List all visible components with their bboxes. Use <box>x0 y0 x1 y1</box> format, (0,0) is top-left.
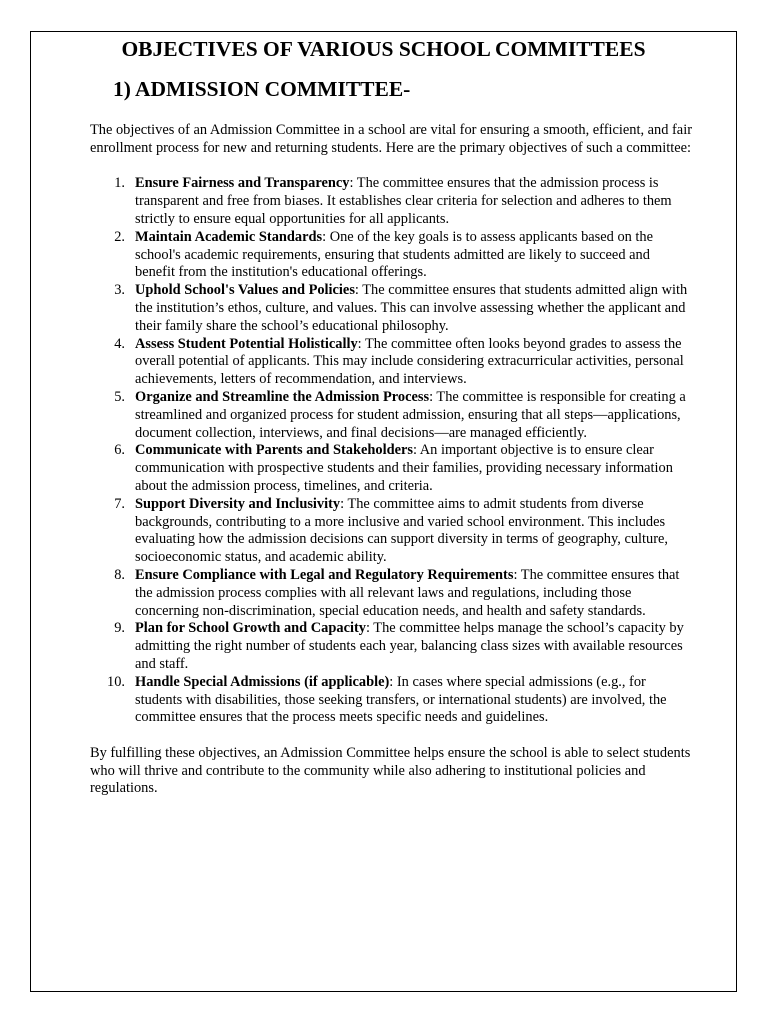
objective-item <box>90 496 692 567</box>
objective-item <box>90 567 692 620</box>
list-marker: 1. <box>114 175 125 192</box>
objective-text: : One of the key goals is to assess applicants based on the school's academic requirements, ensuring that students admitted are likely to succeed and benefit from the institution's educational offerings. <box>135 228 654 281</box>
objective-item <box>90 620 692 673</box>
objective-title: Ensure Compliance with Legal and Regulatory Requirements <box>135 566 514 583</box>
list-marker: 4. <box>114 335 125 352</box>
objective-text: : The committee ensures that students admitted align with the institution’s ethos, culture, and values. This can involve assessing whether the applicant and their family share the school’s educational philosophy. <box>135 282 688 334</box>
objective-title: Organize and Streamline the Admission Process <box>135 388 430 405</box>
objective-text: : The committee aims to admit students from diverse backgrounds, contributing to a more inclusive and varied school environment. This includes evaluating how the admission decisions can support diversity in terms of geography, culture, socioeconomic status, and academic ability. <box>135 495 669 566</box>
objectives-list <box>90 175 692 727</box>
document-body <box>90 122 692 798</box>
objective-text: : The committee ensures that the admission process complies with all relevant laws and regulations, including those concerning non-discrimination, special education needs, and health and safety standards. <box>135 566 680 619</box>
objective-item <box>90 389 692 442</box>
section-number: 1) <box>113 77 131 101</box>
objective-item <box>90 282 692 335</box>
objective-item <box>90 175 692 228</box>
objective-item <box>90 229 692 282</box>
list-marker: 7. <box>114 495 125 512</box>
list-marker: 10. <box>107 673 125 690</box>
list-marker: 6. <box>114 442 125 459</box>
closing-paragraph: By fulfilling these objectives, an Admission Committee helps ensure the school is able to select students who will thrive and contribute to the community while also adhering to institutional policies and regulations. <box>90 744 691 797</box>
objective-title: Handle Special Admissions (if applicable) <box>135 673 390 690</box>
list-marker: 8. <box>114 566 125 583</box>
objective-text: : In cases where special admissions (e.g., for students with disabilities, those seeking transfers, or international students) are involved, the committee ensures that the process meets specific needs and guidelines. <box>135 673 667 726</box>
objective-title: Ensure Fairness and Transparency <box>135 175 350 192</box>
objective-title: Support Diversity and Inclusivity <box>135 495 341 512</box>
list-marker: 9. <box>114 620 125 637</box>
objective-title: Plan for School Growth and Capacity <box>135 620 366 637</box>
objective-item <box>90 336 692 389</box>
objective-title: Communicate with Parents and Stakeholders <box>135 442 413 459</box>
objective-text: : The committee ensures that the admission process is transparent and free from biases. It establishes clear criteria for selection and adheres to them strictly to ensure equal opportunities for all applicants. <box>135 175 672 227</box>
objective-title: Maintain Academic Standards <box>135 228 323 245</box>
list-marker: 3. <box>114 282 125 299</box>
list-marker: 5. <box>114 388 125 405</box>
intro-paragraph: The objectives of an Admission Committee in a school are vital for ensuring a smooth, efficient, and fair enrollment process for new and returning students. Here are the primary objectives of such a committee: <box>90 122 692 156</box>
objective-text: : The committee is responsible for creating a streamlined and organized process for student admission, ensuring that all steps—applications, document collection, interviews, and final decisions—are managed efficiently. <box>135 388 686 441</box>
objective-text: : The committee often looks beyond grades to assess the overall potential of applicants. This may include considering extracurricular activities, personal achievements, letters of recommendation, and interviews. <box>135 335 684 388</box>
objective-title: Uphold School's Values and Policies <box>135 282 355 299</box>
objective-title: Assess Student Potential Holistically <box>135 335 358 352</box>
section-heading <box>113 76 410 102</box>
objective-item <box>90 442 692 495</box>
objective-item <box>90 674 692 727</box>
objective-text: : The committee helps manage the school’s capacity by admitting the right number of students each year, balancing class sizes with available resources and staff. <box>135 620 684 672</box>
section-heading-text: ADMISSION COMMITTEE- <box>135 77 411 101</box>
document-title: OBJECTIVES OF VARIOUS SCHOOL COMMITTEES <box>121 37 646 61</box>
objective-text: : An important objective is to ensure clear communication with prospective students and their families, providing necessary information about the admission process, timelines, and criteria. <box>135 442 673 494</box>
list-marker: 2. <box>114 228 125 245</box>
